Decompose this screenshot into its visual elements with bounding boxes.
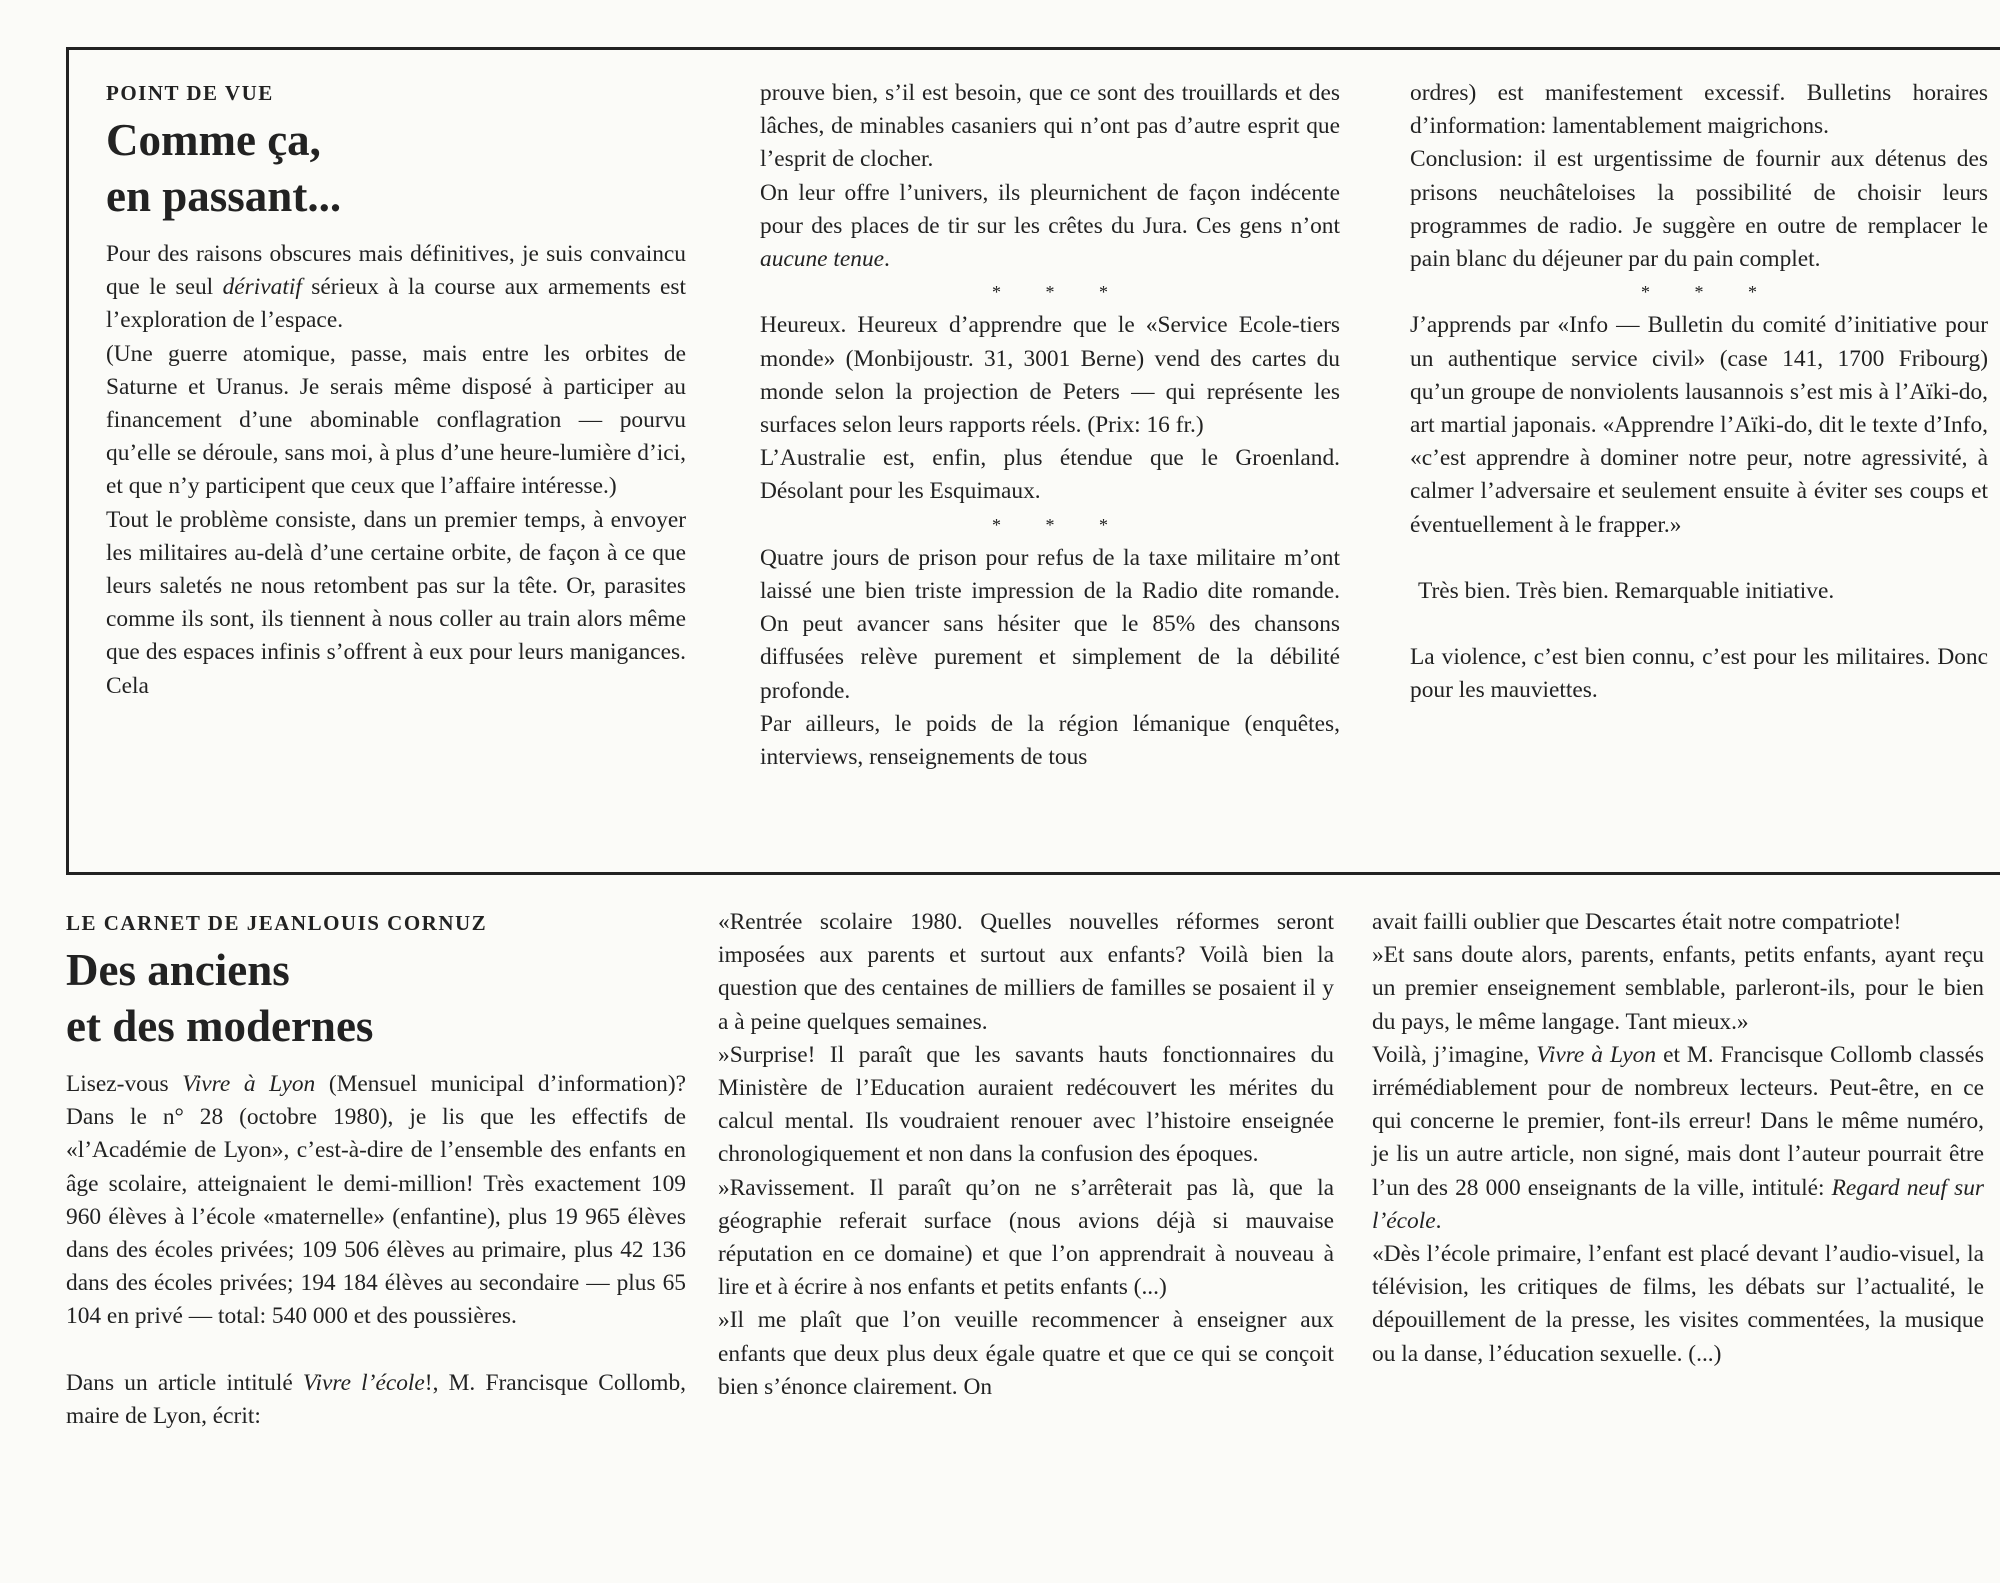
article1-headline: Comme ça, en passant... (106, 115, 342, 221)
paragraph (1372, 939, 1984, 1039)
text-run: »Surprise! Il paraît que les savants hauts fonctionnaires du Ministère de l’Education auraient redécouvert les mérites du calcul mental. Ils voudraient renouer avec l’histoire enseignée chronologiquement et non dans la confusion des époques. (718, 1041, 1334, 1168)
article2-column-2 (718, 906, 1334, 1404)
text-run: !, M. Francisque Collomb, maire de Lyon, écrit: (66, 1369, 686, 1429)
section-separator: * * * (992, 514, 1128, 535)
paragraph (718, 906, 1334, 1039)
paragraph (1372, 1039, 1984, 1238)
paragraph (760, 542, 1340, 708)
article1-column-3 (1410, 77, 1988, 707)
text-run: «Rentrée scolaire 1980. Quelles nouvelles réformes seront imposées aux parents et surtout aux enfants? Voilà bien la question que des centaines de milliers de familles se posaient il y a à peine quelques semaines. (718, 909, 1334, 1035)
paragraph (1410, 641, 1988, 707)
text-run: avait failli oublier que Descartes était notre compatriote! (1372, 909, 1902, 935)
paragraph (760, 77, 1340, 177)
spacer (66, 1334, 686, 1367)
paragraph (106, 238, 686, 338)
paragraph (718, 1039, 1334, 1172)
text-run: »Ravissement. Il paraît qu’on ne s’arrêterait pas là, que la géographie referait surface (nous avions déjà si mauvaise réputation en ce domaine) et que l’on apprendrait à nouveau à lire et à écrire à nos enfants et petits enfants (...) (718, 1174, 1334, 1301)
article2-kicker: LE CARNET DE JEANLOUIS CORNUZ (66, 911, 488, 935)
article1-column-2 (760, 77, 1340, 774)
text-run: . (1435, 1207, 1442, 1234)
section-separator: * * * (992, 282, 1128, 303)
italic-title: Vivre à Lyon (1536, 1041, 1657, 1068)
article2-column-1 (66, 910, 686, 1433)
text-run: Conclusion: il est urgentissime de fournir aux détenus des prisons neuchâteloises la possibilité de choisir leurs programmes de radio. Je suggère en outre de remplacer le pain blanc du déjeuner par du pain complet. (1410, 146, 1988, 273)
paragraph (718, 1304, 1334, 1404)
paragraph: Très bien. Très bien. Remarquable initiative. (1418, 577, 1835, 604)
text-run: »Et sans doute alors, parents, enfants, petits enfants, ayant reçu un premier enseignement semblable, parleront-ils, pour le bien du pays, le même langage. Tant mieux.» (1372, 942, 1984, 1035)
article2-col2-text (718, 906, 1334, 1404)
section-separator: * * * (1641, 282, 1777, 303)
italic-title: Vivre l’école (302, 1369, 425, 1396)
article1-kicker: POINT DE VUE (106, 81, 274, 105)
paragraph (760, 309, 1340, 442)
text-run: «Dès l’école primaire, l’enfant est placé devant l’audio-visuel, la télévision, les critiques de films, les débats sur l’actualité, le dépouillement de la presse, les visites commentées, la musique ou la danse, l’éducation sexuelle. (...) (1372, 1241, 1984, 1367)
text-run: Dans un article intitulé (66, 1369, 303, 1396)
spacer (1410, 542, 1988, 575)
paragraph (106, 338, 686, 504)
article2-headline: Des anciens et des modernes (66, 945, 374, 1051)
paragraph (718, 1172, 1334, 1305)
text-run: . (884, 246, 890, 273)
text-run: Quatre jours de prison pour refus de la taxe militaire m’ont laissé une bien triste impression de la Radio dite romande. On peut avancer sans hésiter que le 85% des chansons diffusées relève purement et simplement de la débilité profonde. (760, 544, 1340, 704)
paragraph (1372, 1238, 1984, 1371)
text-run: »Il me plaît que l’on veuille recommencer à enseigner aux enfants que deux plus deux égale quatre et que ce qui se conçoit bien s’énonce clairement. On (718, 1307, 1334, 1400)
article1-col3-text (1410, 77, 1988, 707)
paragraph (1410, 309, 1988, 541)
article1-column-1 (106, 80, 686, 703)
paragraph (760, 442, 1340, 508)
text-run: Lisez-vous (66, 1071, 183, 1097)
text-run: On leur offre l’univers, ils pleurnichent de façon indécente pour des places de tir sur les crêtes du Jura. Ces gens n’ont (760, 179, 1340, 239)
article2-column-3 (1372, 906, 1984, 1371)
text-run: Par ailleurs, le poids de la région lémanique (enquêtes, interviews, renseignements de tous (760, 710, 1340, 771)
spacer (1410, 608, 1988, 641)
paragraph (66, 1367, 686, 1433)
text-run: L’Australie est, enfin, plus étendue que le Groenland. Désolant pour les Esquimaux. (760, 445, 1340, 505)
text-run: (Une guerre atomique, passe, mais entre les orbites de Saturne et Uranus. Je serais même disposé à participer au financement d’une abominable conflagration — pourvu qu’elle se déroule, sans moi, à plus d’une heure-lumière d’ici, et que n’y participent que ceux que l’affaire intéresse.) (106, 340, 686, 500)
paragraph (1410, 77, 1988, 143)
italic-title: Vivre à Lyon (182, 1071, 316, 1097)
text-run: ordres) est manifestement excessif. Bulletins horaires d’information: lamentablement maigrichons. (1410, 80, 1988, 140)
paragraph (1410, 143, 1988, 276)
text-run: Tout le problème consiste, dans un premier temps, à envoyer les militaires au-delà d’une certaine orbite, de façon à ce que leurs saletés ne nous retombent pas sur la tête. Or, parasites comme ils sont, ils tiennent à nous coller au train alors même que des espaces infinis s’offrent à eux pour leurs manigances. Cela (106, 506, 686, 699)
italic-title: dérivatif (222, 274, 302, 301)
text-run: (Mensuel municipal d’information)? Dans le n° 28 (octobre 1980), je lis que les effectifs de «l’Académie de Lyon», c’est-à-dire de l’ensemble des enfants en âge scolaire, atteignaient le demi-million! Très exactement 109 960 élèves à l’école «maternelle» (enfantine), plus 19 965 élèves dans des écoles privées; 109 506 élèves au primaire, plus 42 136 dans des écoles privées; 194 184 élèves au secondaire — plus 65 104 en privé — total: 540 000 et des poussières. (66, 1071, 686, 1330)
article1-col2-text (760, 77, 1340, 774)
text-run: La violence, c’est bien connu, c’est pour les militaires. Donc pour les mauviettes. (1410, 644, 1988, 704)
text-run: J’apprends par «Info — Bulletin du comité d’initiative pour un authentique service civil» (case 141, 1700 Fribourg) qu’un groupe de nonviolents lausannois s’est mis à l’Aïki-do, art martial japonais. «Apprendre l’Aïki-do, dit le texte d’Info, «c’est apprendre à dominer notre peur, notre agressivité, à calmer l’adversaire et seulement ensuite à éviter ses coups et éventuellement à le frapper.» (1410, 312, 1988, 538)
text-run: prouve bien, s’il est besoin, que ce sont des trouillards et des lâches, de minables casaniers qui n’ont pas d’autre esprit que l’esprit de clocher. (760, 80, 1340, 173)
paragraph (760, 708, 1340, 774)
text-run: Heureux. Heureux d’apprendre que le «Service Ecole-tiers monde» (Monbijoustr. 31, 3001 Berne) vend des cartes du monde selon la projection de Peters — qui représente les surfaces selon leurs rapports réels. (Prix: 16 fr.) (760, 312, 1340, 439)
paragraph (106, 504, 686, 703)
italic-title: aucune tenue (760, 246, 885, 273)
text-run: sérieux à la course aux armements est l’exploration de l’espace. (106, 274, 687, 334)
article2-col1-text (66, 1068, 686, 1433)
text-run: et M. Francisque Collomb classés irrémédiablement pour de nombreux lecteurs. Peut-être, en ce qui concerne le premier, font-ils erreur! Dans le même numéro, je lis un autre article, non signé, mais dont l’auteur pourrait être l’un des 28 000 enseignants de la ville, intitulé: (1372, 1041, 1984, 1201)
article1-col1-text (106, 238, 686, 703)
article2-col3-text (1372, 906, 1984, 1371)
paragraph (66, 1068, 686, 1334)
paragraph (760, 177, 1340, 277)
text-run: Voilà, j’imagine, (1372, 1041, 1537, 1068)
text-run: Pour des raisons obscures mais définitives, je suis convaincu que le seul (106, 241, 686, 301)
paragraph (1372, 906, 1984, 939)
italic-title: Regard neuf sur l’école (1372, 1174, 1984, 1234)
